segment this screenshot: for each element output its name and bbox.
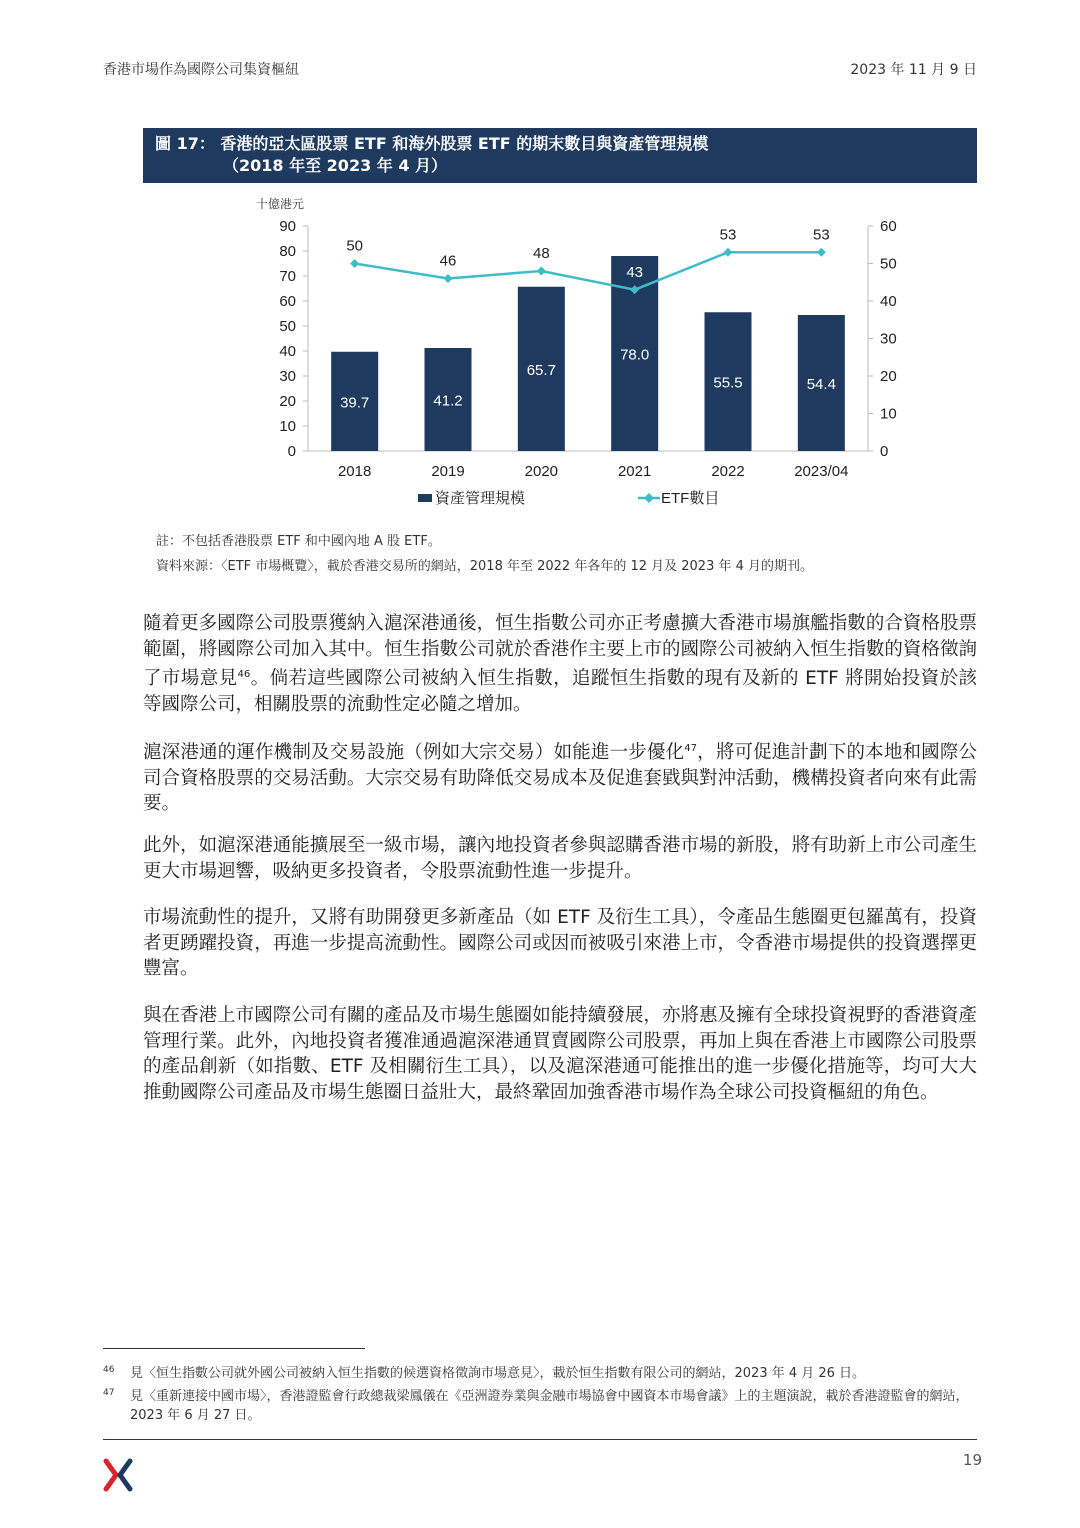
bar-value-label: 39.7 — [340, 394, 370, 412]
bar-value-label: 41.2 — [433, 392, 463, 410]
etf-count-label: 53 — [719, 226, 737, 244]
right-tick-label: 50 — [880, 255, 897, 273]
etf-count-point — [724, 248, 733, 257]
figure-title-banner — [143, 128, 977, 183]
right-tick-label: 0 — [880, 443, 889, 460]
etf-count-point — [444, 274, 453, 283]
right-tick-label: 20 — [880, 368, 897, 385]
bar-value-label: 54.4 — [806, 376, 836, 393]
footer-divider — [103, 1439, 977, 1440]
etf-count-line — [355, 252, 822, 290]
footnote-47 — [103, 1387, 977, 1425]
page-number: 19 — [962, 1451, 982, 1469]
etf-count-point — [817, 248, 826, 257]
paragraph-2 — [143, 736, 977, 817]
footnote-ref-46: 46 — [237, 669, 251, 680]
right-tick-label: 40 — [880, 293, 897, 310]
figure-source: 資料來源：〈ETF 市場概覽〉，載於香港交易所的網站，2018 年至 2022 年各年的 12 月及 2023 年 4 月的期刊。 — [156, 559, 814, 574]
left-tick-label: 0 — [287, 443, 296, 460]
x-tick-label: 2022 — [711, 463, 745, 480]
figure-note: 註：不包括香港股票 ETF 和中國內地 A 股 ETF。 — [156, 534, 441, 549]
figure-title-line2: （2018 年至 2023 年 4 月） — [223, 156, 448, 175]
paragraph-2-rest: ，將可促進計劃下的本地和國際公司合資格股票的交易活動。大宗交易有助降低交易成本及促進套戥與對沖活動，機構投資者向來有此需要。 — [143, 742, 977, 815]
legend-bar-label: 資產管理規模 — [435, 490, 526, 507]
left-tick-label: 90 — [279, 218, 296, 235]
right-tick-label: 10 — [880, 405, 897, 423]
header-date: 2023 年 11 月 9 日 — [850, 62, 977, 78]
paragraph-1-rest: 。倘若這些國際公司被納入恒生指數，追蹤恒生指數的現有及新的 ETF 將開始投資於該等國際公司，相關股票的流動性定必隨之增加。 — [143, 668, 977, 715]
left-tick-label: 30 — [279, 368, 296, 385]
hkex-logo-icon — [103, 1458, 133, 1492]
x-tick-label: 2021 — [617, 463, 652, 480]
right-tick-label: 30 — [880, 330, 897, 348]
etf-count-label: 46 — [439, 252, 457, 270]
paragraph-1-text: 隨着更多國際公司股票獲納入滬深港通後，恒生指數公司亦正考慮擴大香港市場旗艦指數的合資格股票範圍，將國際公司加入其中。恒生指數公司就於香港作主要上市的國際公司被納入恒生指數的資格徵詢了市場意見 — [143, 613, 977, 690]
left-tick-label: 80 — [279, 243, 296, 260]
paragraph-4: 市場流動性的提升，又將有助開發更多新產品（如 ETF 及衍生工具），令產品生態圈更包羅萬有，投資者更踴躍投資，再進一步提高流動性。國際公司或因而被吸引來港上市，令香港市場提供的投資選擇更豐富。 — [143, 907, 977, 979]
left-tick-label: 40 — [279, 343, 296, 360]
legend-line-marker — [644, 493, 654, 503]
footnote-47-number: 47 — [103, 1388, 115, 1398]
footnote-divider — [103, 1348, 365, 1349]
combo-chart — [230, 190, 930, 520]
footnote-47-text: 見〈重新連接中國市場〉，香港證監會行政總裁梁鳳儀在《亞洲證券業與金融市場協會中國資本市場會議》上的主題演說，載於香港證監會的網站，2023 年 6 月 27 日。 — [130, 1389, 969, 1423]
legend-line-label: ETF數目 — [661, 490, 720, 507]
bar-value-label: 78.0 — [620, 346, 650, 364]
paragraph-1 — [143, 611, 977, 717]
header-document-title: 香港市場作為國際公司集資樞紐 — [103, 62, 299, 78]
left-tick-label: 70 — [279, 268, 296, 285]
etf-count-point — [537, 267, 546, 276]
etf-count-label: 50 — [346, 237, 364, 255]
x-tick-label: 2018 — [337, 463, 372, 480]
etf-count-point — [350, 259, 359, 268]
legend-bar-swatch — [418, 494, 432, 502]
footnote-46 — [103, 1364, 977, 1383]
etf-count-label: 48 — [532, 245, 550, 262]
y-axis-unit-label: 十億港元 — [256, 197, 305, 211]
footnote-ref-47: 47 — [684, 743, 698, 754]
right-tick-label: 60 — [880, 218, 897, 235]
etf-count-label: 53 — [812, 226, 830, 244]
left-tick-label: 50 — [279, 318, 296, 335]
bar-value-label: 55.5 — [713, 374, 743, 392]
x-tick-label: 2019 — [431, 463, 465, 480]
figure-title-line1: 圖 17： 香港的亞太區股票 ETF 和海外股票 ETF 的期末數目與資產管理規模 — [155, 134, 709, 153]
x-tick-label: 2020 — [524, 463, 559, 480]
bar-value-label: 65.7 — [526, 361, 556, 379]
x-tick-label: 2023/04 — [794, 463, 849, 480]
paragraph-3: 此外，如滬深港通能擴展至一級市場，讓內地投資者參與認購香港市場的新股，將有助新上市公司產生更大市場迴響，吸納更多投資者，令股票流動性進一步提升。 — [143, 835, 977, 882]
footnote-46-number: 46 — [103, 1365, 115, 1375]
footnote-46-text: 見〈恒生指數公司就外國公司被納入恒生指數的候選資格徵詢市場意見〉，載於恒生指數有限公司的網站，2023 年 4 月 26 日。 — [130, 1366, 866, 1381]
paragraph-5: 與在香港上市國際公司有關的產品及市場生態圈如能持續發展，亦將惠及擁有全球投資視野的香港資產管理行業。此外，內地投資者獲准通過滬深港通買賣國際公司股票，再加上與在香港上市國際公司股票的產品創新（如指數、ETF 及相關衍生工具），以及滬深港通可能推出的進一步優化措施等，均可大大推動國際公司產品及市場生態圈日益壯大，最終鞏固加強香港市場作為全球公司投資樞紐的角色。 — [143, 1005, 977, 1103]
left-tick-label: 60 — [279, 293, 296, 310]
left-tick-label: 20 — [279, 393, 296, 410]
left-tick-label: 10 — [279, 418, 296, 435]
etf-count-label: 43 — [626, 263, 644, 281]
paragraph-2-text: 滬深港通的運作機制及交易設施（例如大宗交易）如能進一步優化 — [143, 742, 685, 764]
